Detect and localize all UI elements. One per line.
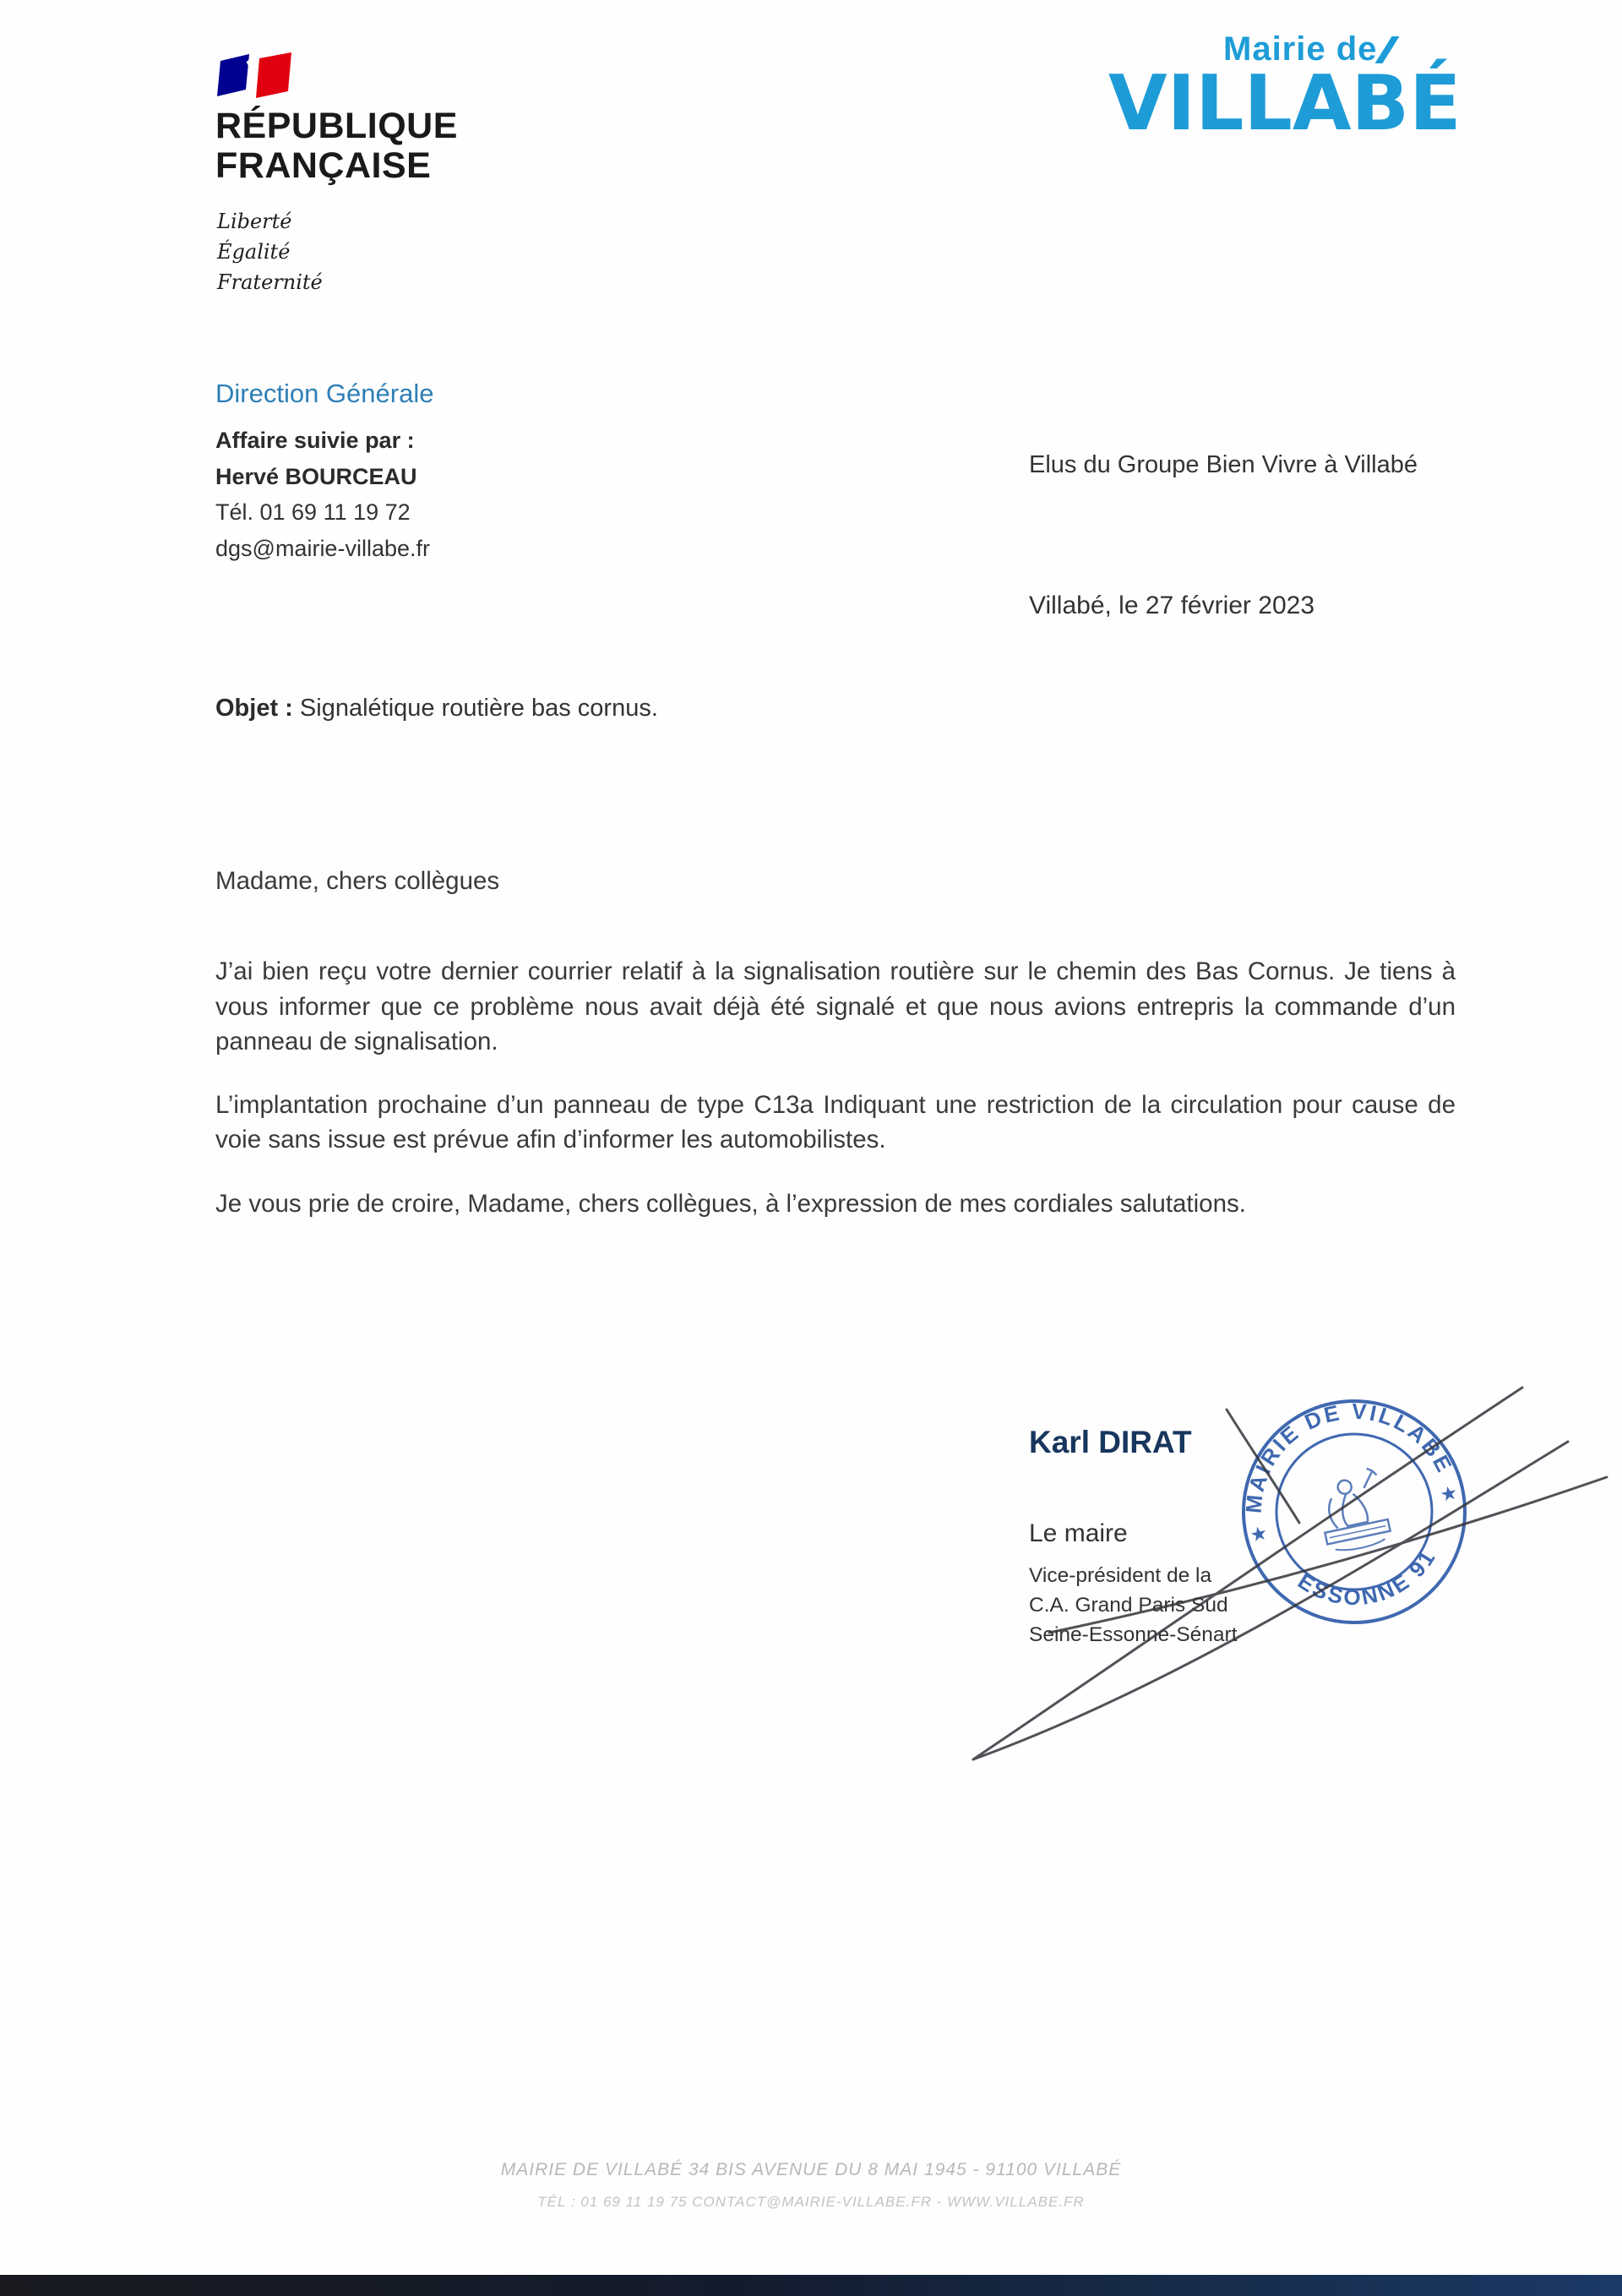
signer-subtitle: [1029, 1562, 1238, 1650]
motto-liberte: Liberté: [217, 210, 292, 233]
contact-email: dgs@mairie-villabe.fr: [215, 535, 430, 561]
motto-fraternite: Fraternité: [217, 270, 323, 294]
stamp-top-text: MAIRIE DE VILLABÉ: [1240, 1398, 1459, 1514]
subject-line: [215, 695, 658, 723]
signer-name: Karl DIRAT: [1029, 1425, 1192, 1459]
sender-contact-block: [215, 423, 430, 567]
followed-by-label: Affaire suivie par :: [215, 428, 415, 453]
motto-egalite: Égalité: [217, 240, 291, 264]
contact-name: Hervé BOURCEAU: [215, 463, 417, 489]
letter-body: [215, 864, 1456, 1250]
subject-text: Signalétique routière bas cornus.: [299, 695, 658, 722]
signer-subtitle-line3: Seine-Essonne-Sénart: [1029, 1622, 1238, 1646]
salutation: Madame, chers collègues: [215, 867, 500, 895]
paragraph-1: J’ai bien reçu votre dernier courrier relatif à la signalisation routière sur le chemin des Bas Cornus. Je tiens à vous informer que ce problème nous avait déjà été signalé et que nous avions entrepris la commande d’un panneau de signalisation.: [215, 957, 1456, 1055]
scan-bottom-edge: [0, 2275, 1622, 2296]
republique-line1: RÉPUBLIQUE: [215, 106, 458, 146]
signer-title: Le maire: [1029, 1519, 1128, 1547]
republique-francaise-wordmark: [215, 106, 458, 187]
signer-subtitle-line2: C.A. Grand Paris Sud: [1029, 1593, 1228, 1617]
footer-address: MAIRIE DE VILLABÉ 34 BIS AVENUE DU 8 MAI 1945 - 91100 VILLABÉ: [500, 2160, 1122, 2179]
official-stamp: [1211, 1368, 1497, 1655]
mairie-logo-top-text: Mairie de: [1223, 30, 1378, 68]
stamp-bottom-text: ESSONNE 91: [1293, 1544, 1441, 1611]
stamp-star-right: ★: [1440, 1482, 1461, 1505]
paragraph-3: Je vous prie de croire, Madame, chers collègues, à l’expression de mes cordiales salutations.: [215, 1189, 1246, 1218]
republique-motto: [217, 206, 323, 297]
subject-label: Objet :: [215, 695, 293, 722]
villabe-logo-wordmark: VILLABÉ: [1108, 59, 1461, 148]
contact-phone: Tél. 01 69 11 19 72: [215, 499, 411, 526]
footer-contact: TÉL : 01 69 11 19 75 CONTACT@MAIRIE-VILLABE.FR - WWW.VILLABE.FR: [537, 2194, 1085, 2210]
french-flag-icon: [215, 52, 293, 109]
signer-subtitle-line1: Vice-président de la: [1029, 1564, 1212, 1587]
paragraph-2: L’implantation prochaine d’un panneau de type C13a Indiquant une restriction de la circulation pour cause de voie sans issue est prévue afin d’informer les automobilistes.: [215, 1091, 1456, 1154]
stamp-star-left: ★: [1249, 1523, 1271, 1546]
department-name: Direction Générale: [215, 379, 434, 408]
recipient-line: Elus du Groupe Bien Vivre à Villabé: [1029, 451, 1418, 478]
republique-line2: FRANÇAISE: [215, 145, 432, 187]
stamp-crest: [1314, 1466, 1392, 1554]
date-line: Villabé, le 27 février 2023: [1029, 592, 1314, 619]
